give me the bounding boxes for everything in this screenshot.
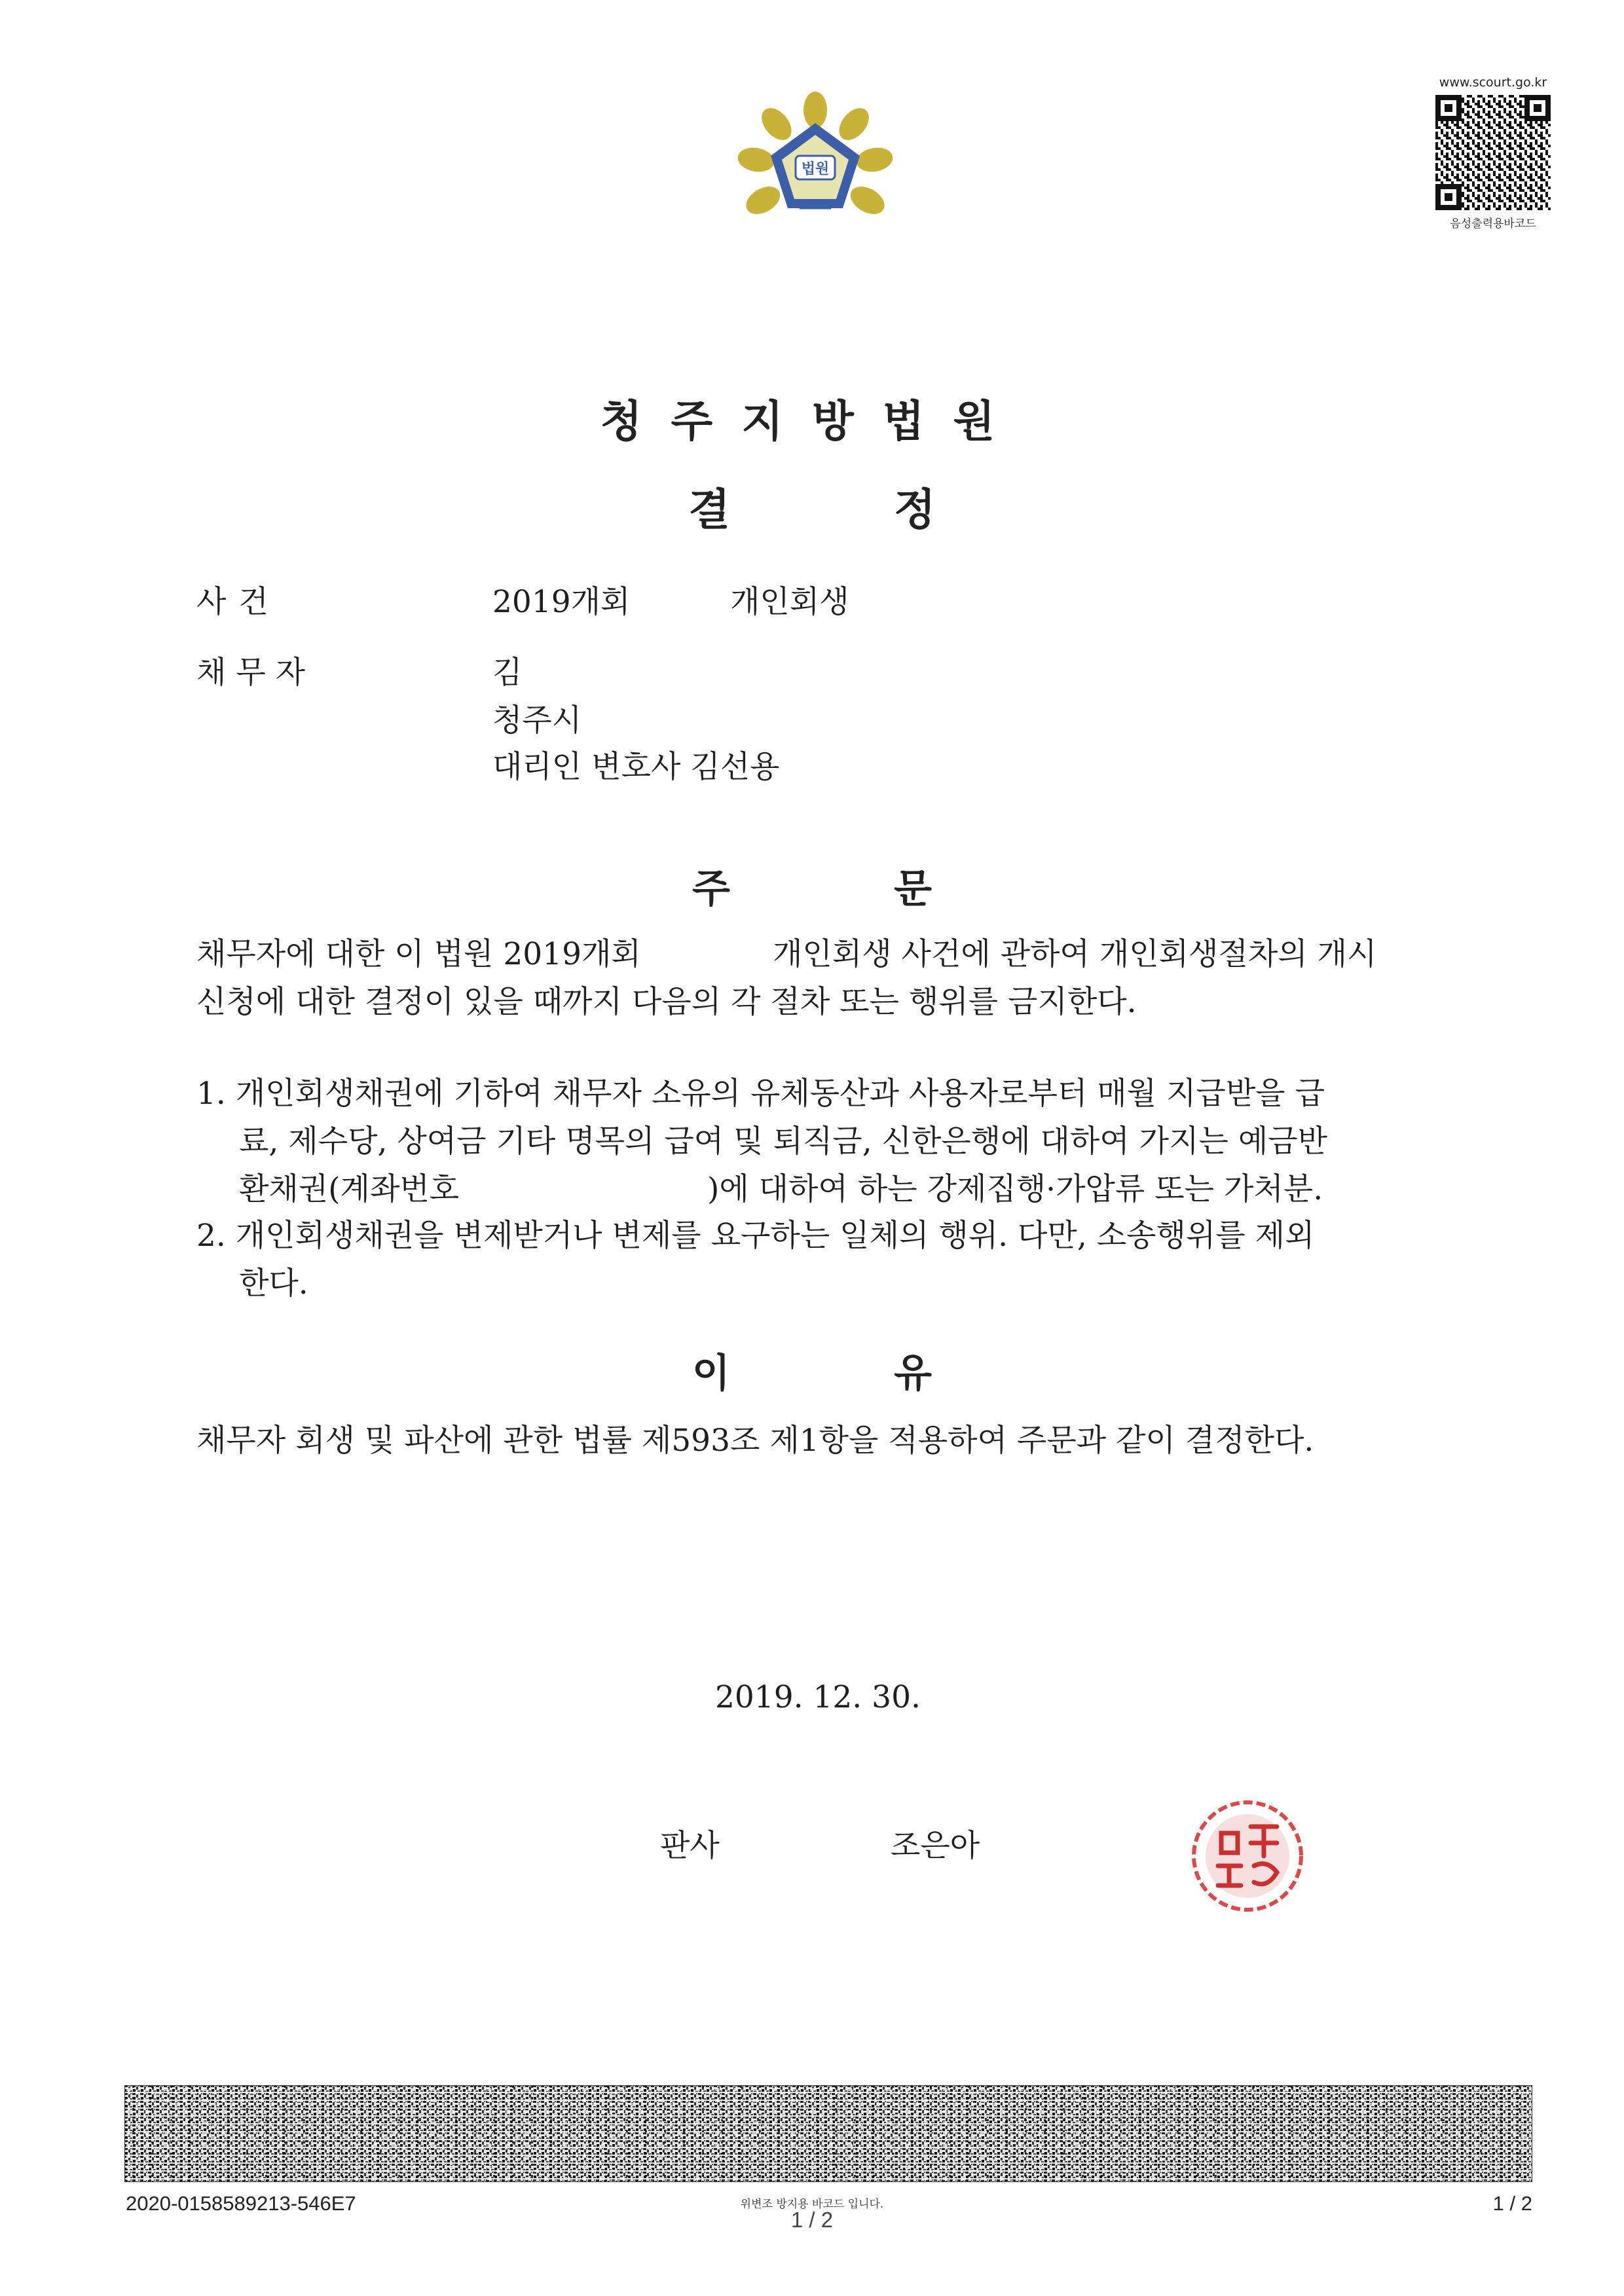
reason-text: 채무자 회생 및 파산에 관한 법률 제593조 제1항을 적용하여 주문과 같이 결정한다. xyxy=(196,1423,1314,1459)
order-item-1-line-3a: 환채권(계좌번호 xyxy=(239,1171,460,1207)
decision-date: 2019. 12. 30. xyxy=(715,1679,921,1715)
qr-code-icon xyxy=(1435,95,1551,210)
order-item-2-line-1: 2. 개인회생채권을 변제받거나 변제를 요구하는 일체의 행위. 다만, 소송행위를 제외 xyxy=(196,1218,1315,1254)
qr-code-block xyxy=(1428,75,1559,239)
debtor-label: 채 무 자 xyxy=(196,655,306,691)
case-label: 사 건 xyxy=(196,584,270,620)
judge-seal-icon xyxy=(1185,1794,1310,1918)
barcode-notice: 위변조 방지용 바코드 입니다. xyxy=(740,2198,884,2211)
anti-forgery-barcode-icon xyxy=(124,2085,1532,2182)
reason-heading: 이유 xyxy=(692,1351,1096,1396)
order-item-2-line-2: 한다. xyxy=(239,1266,308,1302)
document-id: 2020-0158589213-546E7 xyxy=(126,2192,356,2215)
order-item-1-line-2: 료, 제수당, 상여금 기타 명목의 급여 및 퇴직금, 신한은행에 대하여 가지는 예금반 xyxy=(239,1123,1328,1159)
order-intro-line-1a: 채무자에 대한 이 법원 2019개회 xyxy=(196,936,641,972)
page-number-center: 1 / 2 xyxy=(790,2208,834,2232)
page-number-right: 1 / 2 xyxy=(1492,2192,1532,2215)
court-name: 청주지방법원 xyxy=(600,396,1024,446)
debtor-address: 청주시 xyxy=(492,702,582,738)
court-emblem-icon xyxy=(737,92,894,249)
order-intro-line-1b: 개인회생 사건에 관하여 개인회생절차의 개시 xyxy=(773,936,1377,972)
document-title: 결정 xyxy=(688,484,1099,535)
emblem-text: 법원 xyxy=(801,161,830,177)
order-item-1-line-1: 1. 개인회생채권에 기하여 채무자 소유의 유체동산과 사용자로부터 매월 지급받을 급 xyxy=(196,1076,1325,1112)
qr-url: www.scourt.go.kr xyxy=(1439,75,1547,90)
order-intro-line-2: 신청에 대한 결정이 있을 때까지 다음의 각 절차 또는 행위를 금지한다. xyxy=(196,984,1137,1020)
judge-title: 판사 xyxy=(660,1828,720,1864)
order-heading: 주문 xyxy=(692,866,1096,912)
debtor-name: 김 xyxy=(492,655,523,691)
qr-caption: 음성출력용바코드 xyxy=(1450,217,1536,230)
debtor-agent: 대리인 변호사 김선용 xyxy=(492,749,780,785)
case-number: 2019개회 xyxy=(492,584,631,620)
case-type: 개인회생 xyxy=(730,584,849,620)
judge-name: 조은아 xyxy=(891,1828,980,1864)
order-item-1-line-3b: )에 대하여 하는 강제집행·가압류 또는 가처분. xyxy=(707,1171,1323,1207)
